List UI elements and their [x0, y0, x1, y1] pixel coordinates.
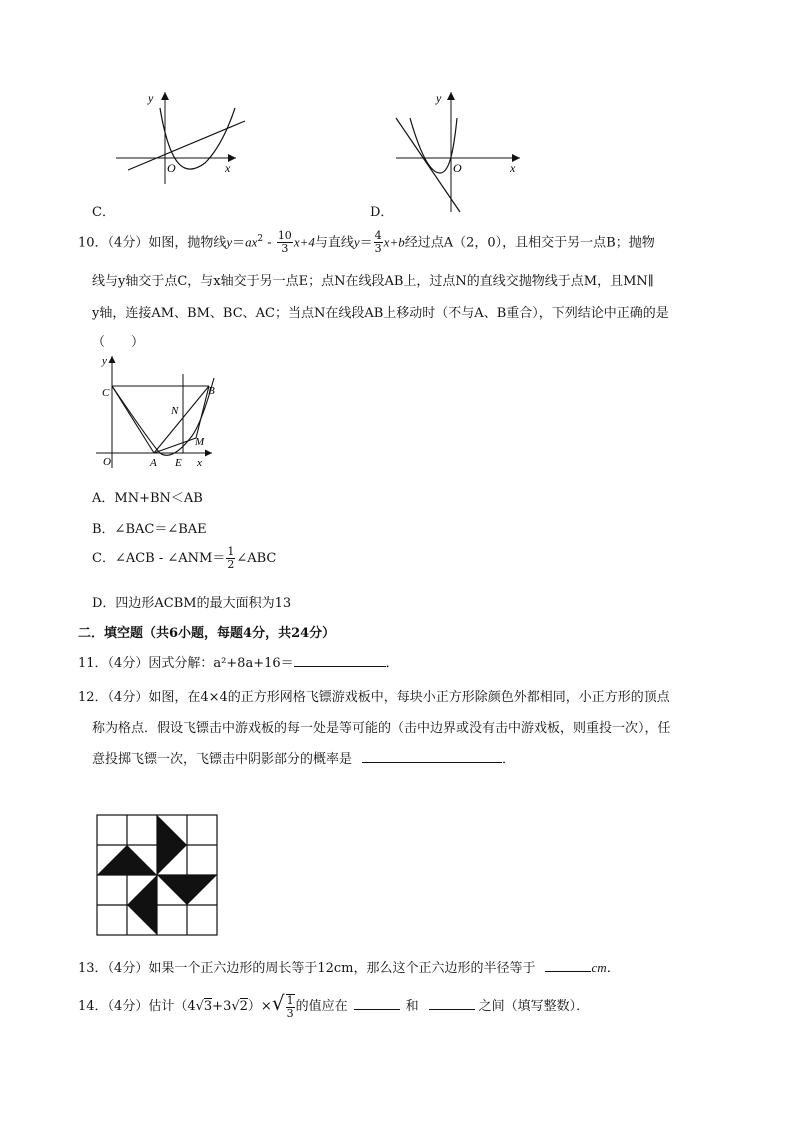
- q10-option-a: A．MN+BN＜AB: [92, 491, 203, 506]
- q10-fig-b-label: B: [208, 385, 215, 397]
- shaded-triangle-right: [157, 875, 217, 905]
- graph-option-c: [110, 88, 250, 188]
- graph-d-origin-label: O: [453, 161, 462, 175]
- q10-figure: [92, 350, 222, 472]
- shaded-triangle-left: [97, 845, 157, 875]
- graph-d-x-label: x: [510, 161, 516, 175]
- q14-frac-num: 1: [286, 993, 294, 1007]
- q14-radicand-2: 2: [239, 999, 248, 1014]
- q11-text: 11．（4分）因式分解：a²+8a+16＝: [78, 656, 294, 671]
- q10-eq2: ＝: [359, 235, 373, 251]
- q10-fig-o-label: O: [103, 456, 111, 468]
- q10-optc-num: 1: [227, 545, 235, 558]
- q14-radicand-1: 3: [203, 999, 213, 1014]
- q10-fig-n-label: N: [171, 405, 179, 417]
- q10-minus: -: [263, 235, 276, 251]
- shaded-triangle-top: [157, 815, 187, 875]
- q10-eq: ＝: [232, 235, 246, 251]
- q10-func-y2: y: [353, 234, 360, 250]
- q10-optc-fraction: [226, 546, 235, 571]
- shaded-triangle-bottom: [127, 875, 157, 935]
- q10-frac2-num: 4: [374, 229, 382, 243]
- q10-fig-c-label: C: [102, 387, 110, 399]
- q10-fig-m-label: M: [195, 436, 205, 448]
- q10-option-c: [92, 546, 276, 572]
- q13-unit: cm．: [591, 960, 620, 975]
- q14-tail: 之间（填写整数）．: [478, 999, 590, 1014]
- q11-end: ．: [385, 656, 399, 671]
- q10-line1: [78, 228, 655, 255]
- q13-answer-blank: [545, 959, 591, 972]
- q10-ax: ax: [245, 234, 258, 250]
- q14-and: 和: [405, 999, 419, 1014]
- q11-answer-blank: [294, 654, 386, 667]
- q10-line1-tail: 经过点A（2，0），且相交于另一点B；抛物: [404, 235, 655, 251]
- q10-fig-y-label: y: [102, 355, 107, 367]
- q10-prefix: 10．（4分）如图，抛物线: [78, 235, 227, 251]
- q10-optc-pre: C．∠ACB - ∠ANM＝: [92, 551, 226, 566]
- q10-frac1-den: 3: [281, 242, 289, 256]
- q12-line2: 称为格点．假设飞镖击中游戏板的每一处是等可能的（击中边界或没有击中游戏板，则重投一次），任: [92, 721, 671, 736]
- q12-line3-text: 意投掷飞镖一次，飞镖击中阴影部分的概率是: [92, 752, 353, 767]
- q10-line2: 线与y轴交于点C，与x轴交于另一点E；点N在线段AB上，过点N的直线交抛物线于点M，且MN∥: [92, 274, 654, 289]
- q14-mid: ）×: [247, 999, 272, 1014]
- option-d-label: D．: [370, 205, 394, 220]
- q14-sqrt-frac: √: [271, 991, 285, 1015]
- q14-frac-den: 3: [286, 1006, 294, 1020]
- q10-fraction-2: [374, 230, 383, 255]
- section-2-heading: 二．填空题（共6小题，每题4分，共24分）: [78, 626, 336, 641]
- q10-sq: 2: [257, 234, 264, 244]
- graph-c-y-label: y: [148, 91, 154, 105]
- q13-text: 13．（4分）如果一个正六边形的周长等于12cm，那么这个正六边形的半径等于: [78, 961, 536, 976]
- q10-line3: y轴，连接AM、BM、BC、AC；当点N在线段AB上移动时（不与A、B重合），下列结论中正确的是: [92, 306, 669, 321]
- q12-dartboard: [96, 814, 220, 938]
- option-c-label: C．: [92, 205, 115, 220]
- q14-answer-blank-1: [354, 997, 400, 1010]
- q10-fig-e-label: E: [175, 457, 182, 469]
- q14-sqrt-2: √2: [231, 999, 248, 1014]
- q14-sqrt-3: √3: [195, 999, 213, 1014]
- q10-optc-den: 2: [227, 558, 235, 571]
- q10-fig-a-label: A: [150, 457, 157, 469]
- q10-x-plus-b: x+b: [383, 234, 405, 250]
- q10-func-y: y: [226, 234, 233, 250]
- q10-optc-post: ∠ABC: [236, 551, 277, 566]
- q10-frac1-num: 10: [277, 229, 292, 243]
- q12-end: ．: [502, 752, 516, 767]
- graph-d-y-label: y: [436, 91, 442, 105]
- q12-line3: [92, 748, 515, 767]
- q10-option-d: D．四边形ACBM的最大面积为13: [92, 596, 292, 611]
- q10-frac2-den: 3: [374, 242, 382, 256]
- q10-line4: （ ）: [92, 335, 145, 350]
- q11: [78, 652, 399, 671]
- graph-option-d: [390, 88, 530, 218]
- q14-fraction: [286, 994, 295, 1020]
- q10-option-b: B．∠BAC＝∠BAE: [92, 522, 207, 537]
- q12-line1: 12．（4分）如图，在4×4的正方形网格飞镖游戏板中，每块小正方形除颜色外都相同，小正方形的顶点: [78, 690, 670, 705]
- q14-pre: 14．（4分）估计（4: [78, 999, 196, 1014]
- q14-plus: +3: [212, 999, 232, 1014]
- q10-mid1: 与直线: [314, 235, 354, 251]
- q14-answer-blank-2: [429, 997, 475, 1010]
- graph-c-x-label: x: [225, 161, 231, 175]
- q10-fraction-1: [277, 230, 293, 255]
- q14-post: 的值应在: [295, 999, 348, 1014]
- q13: [78, 957, 620, 976]
- q12-answer-blank: [362, 750, 502, 763]
- graph-c-origin-label: O: [167, 161, 176, 175]
- q10-x-plus-4: x+4: [293, 234, 315, 250]
- q10-fig-x-label: x: [197, 457, 202, 469]
- q14: [78, 988, 589, 1022]
